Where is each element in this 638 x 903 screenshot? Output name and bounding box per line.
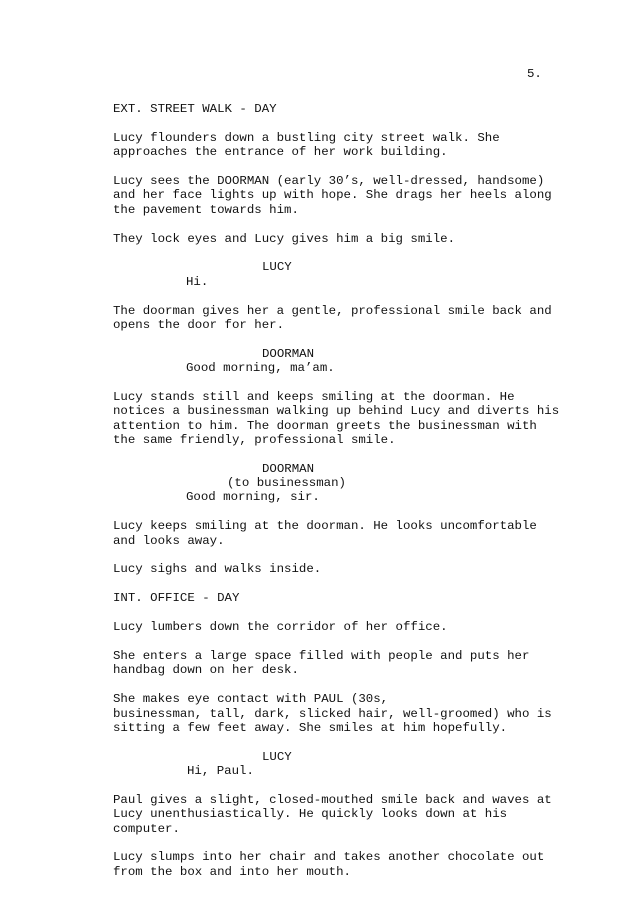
action-line: Lucy sees the DOORMAN (early 30’s, well-dressed, handsome) and her face lights up with hope. She drags her heels along the pavement towards him. bbox=[113, 174, 552, 217]
dialogue-line: Good morning, sir. bbox=[186, 490, 320, 505]
action-line: The doorman gives her a gentle, professional smile back and opens the door for her. bbox=[113, 303, 552, 332]
dialogue-line: Hi. bbox=[186, 274, 209, 289]
action-line: She makes eye contact with PAUL (30s, businessman, tall, dark, slicked hair, well-groomed) who is sitting a few feet away. She smiles at him hopefully. bbox=[113, 692, 552, 735]
character-cue: LUCY bbox=[262, 260, 292, 275]
action-line: Lucy sighs and walks inside. bbox=[113, 562, 322, 577]
action-line: Paul gives a slight, closed-mouthed smile back and waves at Lucy unenthusiastically. He quickly looks down at his computer. bbox=[113, 793, 552, 836]
action-line: Lucy slumps into her chair and takes another chocolate out from the box and into her mouth. bbox=[113, 850, 545, 879]
character-cue: DOORMAN bbox=[262, 346, 315, 361]
action-line: They lock eyes and Lucy gives him a big smile. bbox=[113, 231, 456, 246]
action-line: Lucy lumbers down the corridor of her office. bbox=[113, 620, 448, 635]
scene-heading: INT. OFFICE - DAY bbox=[113, 591, 240, 606]
page-number: 5. bbox=[527, 67, 542, 81]
action-line: Lucy keeps smiling at the doorman. He looks uncomfortable and looks away. bbox=[113, 519, 537, 548]
action-line: Lucy stands still and keeps smiling at the doorman. He notices a businessman walking up behind Lucy and diverts his attention to him. The doorman greets the businessman with the same friendly, professional smile. bbox=[113, 390, 560, 447]
scene-heading: EXT. STREET WALK - DAY bbox=[113, 102, 277, 116]
dialogue-line: Good morning, ma’am. bbox=[186, 361, 335, 376]
parenthetical: (to businessman) bbox=[227, 476, 346, 491]
dialogue-line: Hi, Paul. bbox=[187, 764, 254, 779]
character-cue: DOORMAN bbox=[262, 461, 315, 476]
character-cue: LUCY bbox=[262, 749, 292, 764]
script-body bbox=[113, 102, 583, 894]
action-line: Lucy flounders down a bustling city street walk. She approaches the entrance of her work building. bbox=[113, 130, 500, 160]
action-line: She enters a large space filled with people and puts her handbag down on her desk. bbox=[113, 649, 530, 678]
